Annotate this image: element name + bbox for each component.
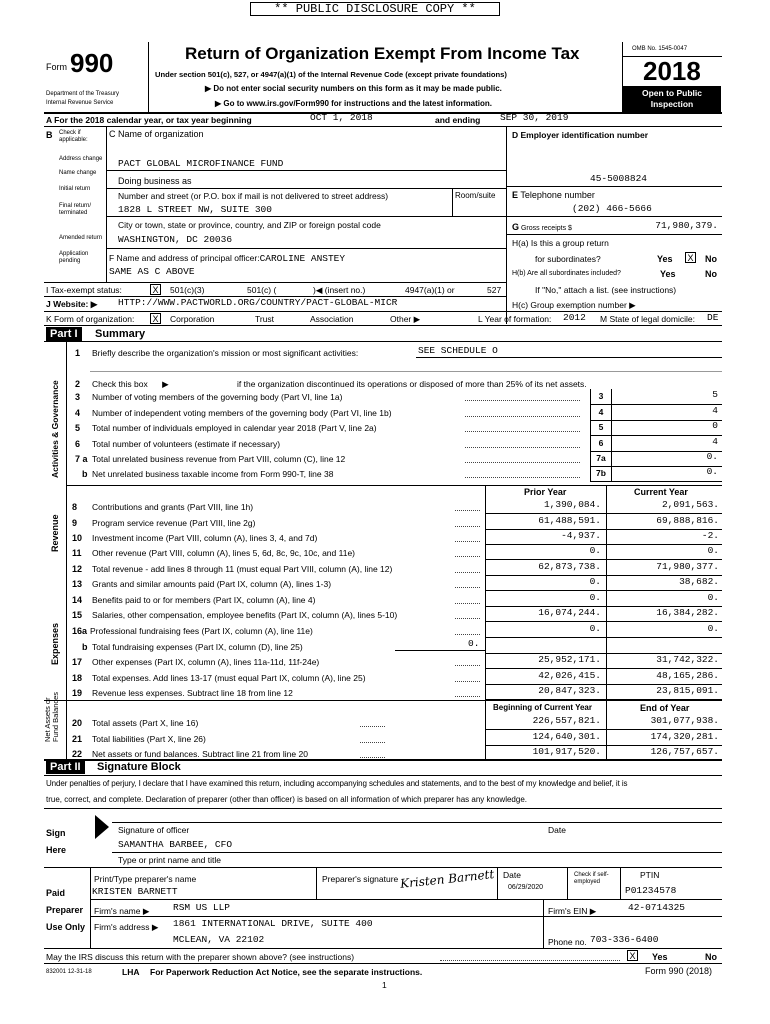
discuss-yes-checkbox[interactable]: X (627, 950, 638, 961)
fin-prior-value: 20,847,323. (538, 685, 601, 696)
principal-officer-address: SAME AS C ABOVE (109, 266, 195, 277)
line16b-value: 0. (468, 638, 480, 649)
website-url[interactable]: HTTP://WWW.PACTWORLD.ORG/COUNTRY/PACT-GLOBAL-MICR (118, 297, 398, 308)
gov-line-label: Net unrelated business taxable income from Form 990-T, line 38 (92, 469, 334, 479)
fin-prior-value: 62,873,738. (538, 561, 601, 572)
fin-current-value: -2. (701, 530, 719, 541)
lha-label: LHA (122, 967, 140, 977)
fin-prior-value: 0. (589, 545, 601, 556)
form-label: Form (46, 62, 67, 72)
gov-line-value: 0 (712, 420, 718, 431)
gov-line-value: 4 (712, 436, 718, 447)
net-prior-value: 124,640,301. (532, 731, 601, 742)
status-501c3-label: 501(c)(3) (170, 285, 205, 295)
gov-line-box: 5 (590, 420, 612, 435)
group-exemption-label: H(c) Group exemption number ▶ (512, 300, 636, 311)
status-501c3-checkbox[interactable]: X (150, 284, 161, 295)
gov-leader-dots (465, 477, 580, 478)
fin-current-value: 71,980,377. (656, 561, 719, 572)
net-line-number: 20 (72, 718, 83, 728)
side-label-revenue: Revenue (50, 514, 60, 552)
fin-prior-value: 16,074,244. (538, 607, 601, 618)
fin-line-number: 10 (72, 533, 83, 543)
fin-prior-value: 25,952,171. (538, 654, 601, 665)
fin-line-number: 12 (72, 564, 83, 574)
status-501c-label: 501(c) ( (247, 285, 277, 295)
gov-line-box: 7b (590, 466, 612, 481)
state-domicile-label: M State of legal domicile: (600, 314, 695, 324)
arrow-icon (215, 99, 221, 108)
fin-row-rule (485, 559, 722, 560)
section-b-item[interactable]: Amended return (59, 235, 103, 241)
and-ending-label: and ending (435, 115, 481, 125)
col-current-year: Current Year (634, 487, 688, 497)
gov-line-box: 6 (590, 436, 612, 451)
fin-leader-dots (455, 572, 480, 573)
fin-leader-dots (455, 556, 480, 557)
fin-line-label: Total fundraising expenses (Part IX, column (D), line 25) (92, 642, 303, 652)
net-line-label: Total liabilities (Part X, line 26) (92, 734, 206, 744)
fin-line-number: 19 (72, 688, 83, 698)
net-leader-dots (360, 757, 385, 758)
hb-note: If "No," attach a list. (see instructions) (535, 285, 677, 295)
fin-line-number: 15 (72, 610, 83, 620)
preparer-signature: Kristen Barnett (399, 867, 495, 891)
fin-line-label: Professional fundraising fees (Part IX, column (A), line 11e) (90, 626, 313, 636)
gross-receipts-value: 71,980,379. (655, 220, 718, 231)
fin-prior-value: 1,390,084. (543, 499, 601, 510)
fin-leader-dots (455, 665, 480, 666)
fin-line-label: Total expenses. Add lines 13-17 (must equal Part IX, column (A), line 25) (92, 673, 366, 683)
gov-line-label: Total number of volunteers (estimate if necessary) (92, 439, 281, 449)
here-label: Here (46, 845, 67, 855)
status-527-label: 527 (487, 285, 502, 295)
gov-leader-dots (465, 447, 580, 448)
gov-line-number: 5 (75, 423, 81, 433)
net-leader-dots (360, 742, 385, 743)
fin-prior-value: 42,026,415. (538, 670, 601, 681)
fin-line-number: 9 (72, 518, 78, 528)
fin-line-label: Program service revenue (Part VIII, line 2g) (92, 518, 256, 528)
ha-no-label: No (705, 254, 717, 264)
fin-line-label: Revenue less expenses. Subtract line 18 from line 12 (92, 688, 293, 698)
fin-line-label: Salaries, other compensation, employee benefits (Part IX, column (A), lines 5-10) (92, 610, 398, 620)
arrow-icon (629, 300, 636, 310)
other-label: Other ▶ (390, 314, 420, 325)
perjury-statement-2: true, correct, and complete. Declaration of preparer (other than officer) is based on all information of which preparer has any knowledge. (46, 795, 527, 804)
fin-leader-dots (455, 541, 480, 542)
for-subordinates-label: for subordinates? (535, 254, 601, 264)
gov-leader-dots (465, 431, 580, 432)
officer-name-title: SAMANTHA BARBEE, CFO (118, 839, 233, 850)
fin-current-value: 23,815,091. (656, 685, 719, 696)
fin-line-number: 8 (72, 502, 78, 512)
city-label: City or town, state or province, country, and ZIP or foreign postal code (118, 220, 381, 230)
gross-receipts-label: G Gross receipts $ (512, 222, 572, 232)
line2-number: 2 (75, 379, 81, 389)
fin-leader-dots (455, 526, 480, 527)
form-subtitle: Under section 501(c), 527, or 4947(a)(1) of the Internal Revenue Code (except private foundations) (155, 70, 507, 79)
fin-line-number: 17 (72, 657, 83, 667)
sign-label: Sign (46, 828, 66, 838)
tax-exempt-status-label: I Tax-exempt status: (46, 285, 122, 295)
telephone-label: E Telephone number (512, 190, 595, 200)
ein-value: 45-5008824 (590, 173, 648, 184)
part2-badge: Part II (46, 760, 85, 774)
fin-current-value: 0. (707, 623, 719, 634)
net-current-value: 301,077,938. (650, 715, 719, 726)
section-b-item[interactable]: Final return/ terminated (59, 203, 92, 216)
state-domicile-value: DE (707, 312, 719, 323)
fin-line-number: 14 (72, 595, 83, 605)
year-formation-label: L Year of formation: (478, 314, 552, 324)
street-label: Number and street (or P.O. box if mail is not delivered to street address) (118, 191, 389, 201)
public-disclosure-banner: ** PUBLIC DISCLOSURE COPY ** (250, 2, 500, 16)
arrow-icon (205, 84, 211, 93)
fin-line-label: Contributions and grants (Part VIII, line 1h) (92, 502, 254, 512)
footer-form-label: Form 990 (2018) (645, 966, 713, 976)
form-of-org-label: K Form of organization: (46, 314, 135, 324)
fin-current-value: 2,091,563. (661, 499, 719, 510)
line1-label: Briefly describe the organization's mission or most significant activities: (92, 348, 359, 358)
phone-value: 703-336-6400 (590, 934, 659, 945)
fin-line-label: Total revenue - add lines 8 through 11 (must equal Part VIII, column (A), line 12) (92, 564, 393, 574)
gov-line-box: 7a (590, 451, 612, 466)
fin-prior-value: 61,488,591. (538, 515, 601, 526)
ein-label: D Employer identification number (512, 130, 649, 140)
city-state-zip: WASHINGTON, DC 20036 (118, 234, 233, 245)
gov-line-label: Number of independent voting members of the governing body (Part VI, line 1b) (92, 408, 392, 418)
net-line-label: Net assets or fund balances. Subtract line 21 from line 20 (92, 749, 308, 759)
ssn-notice: ▶ Do not enter social security numbers on this form as it may be made public. (205, 84, 502, 93)
net-leader-dots (360, 726, 385, 727)
form-number: 990 (70, 48, 114, 78)
firm-name: RSM US LLP (173, 902, 231, 913)
insert-no-label: )◀ (insert no.) (313, 285, 366, 295)
page-number: 1 (382, 980, 387, 990)
ha-no-checkbox[interactable]: X (685, 252, 696, 263)
signature-date-label: Date (548, 825, 566, 835)
fin-current-value: 38,682. (679, 576, 719, 587)
col-prior-year: Prior Year (524, 487, 567, 497)
net-row-rule (485, 729, 722, 730)
fin-line-label: Grants and similar amounts paid (Part IX, column (A), lines 1-3) (92, 579, 332, 589)
irs-label: Internal Revenue Service (46, 100, 114, 106)
line2-description: if the organization discontinued its operations or disposed of more than 25% of its net assets. (237, 379, 587, 389)
fin-line-label: Other revenue (Part VIII, column (A), lines 5, 6d, 8c, 9c, 10c, and 11e) (92, 548, 355, 558)
gov-line-number: 7 a (75, 454, 88, 464)
fin-line-number: 16a (72, 626, 88, 636)
section-b-item[interactable]: Initial return (59, 186, 91, 192)
association-label: Association (310, 314, 354, 324)
hb-no-label: No (705, 269, 717, 279)
preparer-date: 06/29/2020 (508, 884, 544, 891)
gov-line-label: Number of voting members of the governing body (Part VI, line 1a) (92, 392, 343, 402)
fin-line-number: b (82, 642, 88, 652)
fin-row-rule (485, 637, 722, 638)
tax-year: 2018 (643, 56, 701, 86)
preparer-signature-label: Preparer's signature (322, 874, 399, 884)
omb-number: OMB No. 1545-0047 (632, 46, 688, 52)
mission-value: SEE SCHEDULE O (418, 345, 498, 356)
gov-line-value: 0. (706, 451, 718, 462)
part1-title: Summary (95, 328, 146, 340)
net-line-label: Total assets (Part X, line 16) (92, 718, 199, 728)
section-b-item[interactable]: Application pending (59, 251, 89, 264)
fin-prior-value: 0. (589, 576, 601, 587)
fin-current-value: 31,742,322. (656, 654, 719, 665)
net-prior-value: 101,917,520. (532, 746, 601, 757)
fin-row-rule (485, 668, 722, 669)
gov-line-number: b (82, 469, 88, 479)
section-b-item[interactable]: Address change (59, 156, 103, 162)
hb-yes-label: Yes (660, 269, 676, 279)
section-b-label: B (46, 130, 53, 140)
net-current-value: 174,320,281. (650, 731, 719, 742)
fin-current-value: 69,888,816. (656, 515, 719, 526)
gov-leader-dots (465, 400, 580, 401)
discuss-no-label: No (705, 952, 717, 962)
firm-name-label: Firm's name ▶ (94, 906, 149, 917)
principal-officer-label: F Name and address of principal officer:CAROLINE ANSTEY (109, 253, 346, 264)
corporation-label: Corporation (170, 314, 215, 324)
fin-line-label: Investment income (Part VIII, column (A), lines 3, 4, and 7d) (92, 533, 318, 543)
status-4947-label: 4947(a)(1) or (405, 285, 455, 295)
fin-line-number: 18 (72, 673, 83, 683)
net-line-number: 21 (72, 734, 83, 744)
gov-leader-dots (465, 416, 580, 417)
ptin-value: P01234578 (625, 885, 677, 896)
fin-prior-value: 0. (589, 592, 601, 603)
fin-current-value: 0. (707, 592, 719, 603)
fin-current-value: 16,384,282. (656, 607, 719, 618)
open-public-banner: Open to Public Inspection (623, 86, 721, 112)
fin-prior-value: -4,937. (561, 530, 601, 541)
org-name: PACT GLOBAL MICROFINANCE FUND (118, 158, 284, 169)
preparer-date-label: Date (503, 870, 521, 880)
part2-title: Signature Block (97, 761, 181, 773)
street-address: 1828 L STREET NW, SUITE 300 (118, 204, 272, 215)
part1-badge: Part I (46, 327, 82, 341)
arrow-icon (590, 906, 597, 916)
group-return-question: H(a) Is this a group return (512, 238, 609, 248)
gov-line-value: 4 (712, 405, 718, 416)
gov-line-number: 6 (75, 439, 81, 449)
fin-leader-dots (455, 618, 480, 619)
use-only-label: Use Only (46, 922, 86, 932)
arrow-icon (162, 379, 169, 389)
fin-line-number: 13 (72, 579, 83, 589)
corporation-checkbox[interactable]: X (150, 313, 161, 324)
line2-label: Check this box ▶ (92, 379, 169, 390)
fin-line-number: 11 (72, 548, 82, 558)
fin-leader-dots (455, 696, 480, 697)
gov-line-label: Total unrelated business revenue from Part VIII, column (C), line 12 (92, 454, 346, 464)
tax-year-end: SEP 30, 2019 (500, 112, 569, 123)
firm-address-1: 1861 INTERNATIONAL DRIVE, SUITE 400 (173, 918, 373, 929)
firm-address-label: Firm's address ▶ (94, 922, 158, 933)
gov-line-value: 0. (706, 466, 718, 477)
line-a-label: A For the 2018 calendar year, or tax year beginning (46, 115, 252, 125)
line1-number: 1 (75, 348, 81, 358)
form-code: 832001 12-31-18 (46, 969, 92, 975)
gov-line-box: 4 (590, 405, 612, 420)
fin-line-label: Benefits paid to or for members (Part IX, column (A), line 4) (92, 595, 316, 605)
arrow-icon (143, 906, 150, 916)
gov-line-box: 3 (590, 389, 612, 404)
website-label: J Website: ▶ (46, 299, 97, 310)
preparer-name-label: Print/Type preparer's name (94, 874, 197, 884)
form-title: Return of Organization Exempt From Income Tax (185, 44, 580, 63)
principal-officer-name: CAROLINE ANSTEY (259, 253, 346, 264)
subordinates-included-question: H(b) Are all subordinates included? (512, 270, 621, 277)
fin-row-rule (485, 621, 722, 622)
firm-ein-label: Firm's EIN ▶ (548, 906, 596, 917)
preparer-name: KRISTEN BARNETT (92, 886, 178, 897)
dba-label: Doing business as (118, 176, 192, 186)
side-label-net-assets: Net Assets or Fund Balances (43, 691, 60, 742)
phone-label: Phone no. (548, 937, 587, 947)
net-prior-value: 226,557,821. (532, 715, 601, 726)
tax-year-begin: OCT 1, 2018 (310, 112, 373, 123)
check-if-applicable: Check if applicable: (59, 130, 88, 143)
ptin-label: PTIN (640, 870, 660, 880)
org-name-label: C Name of organization (109, 129, 204, 139)
fin-leader-dots (455, 681, 480, 682)
sign-arrow-icon (95, 815, 109, 839)
fin-row-rule (485, 513, 722, 514)
perjury-statement-1: Under penalties of perjury, I declare that I have examined this return, including accompanying schedules and statements, and to the best of my knowledge and belief, it is (46, 779, 628, 788)
ha-yes-label: Yes (657, 254, 673, 264)
fin-row-rule (485, 590, 722, 591)
fin-leader-dots (455, 587, 480, 588)
gov-leader-dots (465, 462, 580, 463)
col-end-year: End of Year (640, 703, 690, 713)
net-line-number: 22 (72, 749, 83, 759)
fin-leader-dots (455, 634, 480, 635)
section-b-item[interactable]: Name change (59, 170, 97, 176)
type-name-label: Type or print name and title (118, 855, 222, 865)
arrow-icon (152, 922, 159, 932)
self-employed-label[interactable]: Check if self-employed (574, 872, 609, 885)
fin-current-value: 48,165,286. (656, 670, 719, 681)
fin-prior-value: 0. (589, 623, 601, 634)
irs-discuss-question: May the IRS discuss this return with the preparer shown above? (see instructions) (46, 952, 355, 962)
gov-line-label: Total number of individuals employed in calendar year 2018 (Part V, line 2a) (92, 423, 377, 433)
fin-current-value: 0. (707, 545, 719, 556)
preparer-label: Preparer (46, 905, 84, 915)
firm-ein: 42-0714325 (628, 902, 686, 913)
gov-row-rule (590, 481, 722, 482)
year-formation-value: 2012 (563, 312, 586, 323)
telephone-value: (202) 466-5666 (572, 203, 652, 214)
instructions-notice: ▶ Go to www.irs.gov/Form990 for instructions and the latest information. (215, 99, 492, 108)
net-current-value: 126,757,657. (650, 746, 719, 757)
gov-line-value: 5 (712, 389, 718, 400)
paid-label: Paid (46, 888, 66, 898)
line2-checkbox[interactable] (218, 378, 229, 389)
arrow-icon (91, 299, 98, 309)
trust-label: Trust (255, 314, 275, 324)
discuss-yes-label: Yes (652, 952, 668, 962)
gov-line-number: 4 (75, 408, 81, 418)
fin-leader-dots (455, 510, 480, 511)
signature-officer-label: Signature of officer (118, 825, 190, 835)
fin-leader-dots (455, 603, 480, 604)
dept-treasury: Department of the Treasury (46, 91, 120, 97)
gov-line-number: 3 (75, 392, 81, 402)
paperwork-notice: For Paperwork Reduction Act Notice, see the separate instructions. (150, 967, 423, 977)
side-label-governance: Activities & Governance (50, 380, 60, 478)
firm-address-2: MCLEAN, VA 22102 (173, 934, 265, 945)
fin-line-label: Other expenses (Part IX, column (A), lines 11a-11d, 11f-24e) (92, 657, 320, 667)
col-beginning-year: Beginning of Current Year (493, 703, 592, 712)
room-suite-label: Room/suite (455, 191, 496, 200)
side-label-expenses: Expenses (50, 622, 60, 665)
arrow-icon (414, 314, 421, 324)
